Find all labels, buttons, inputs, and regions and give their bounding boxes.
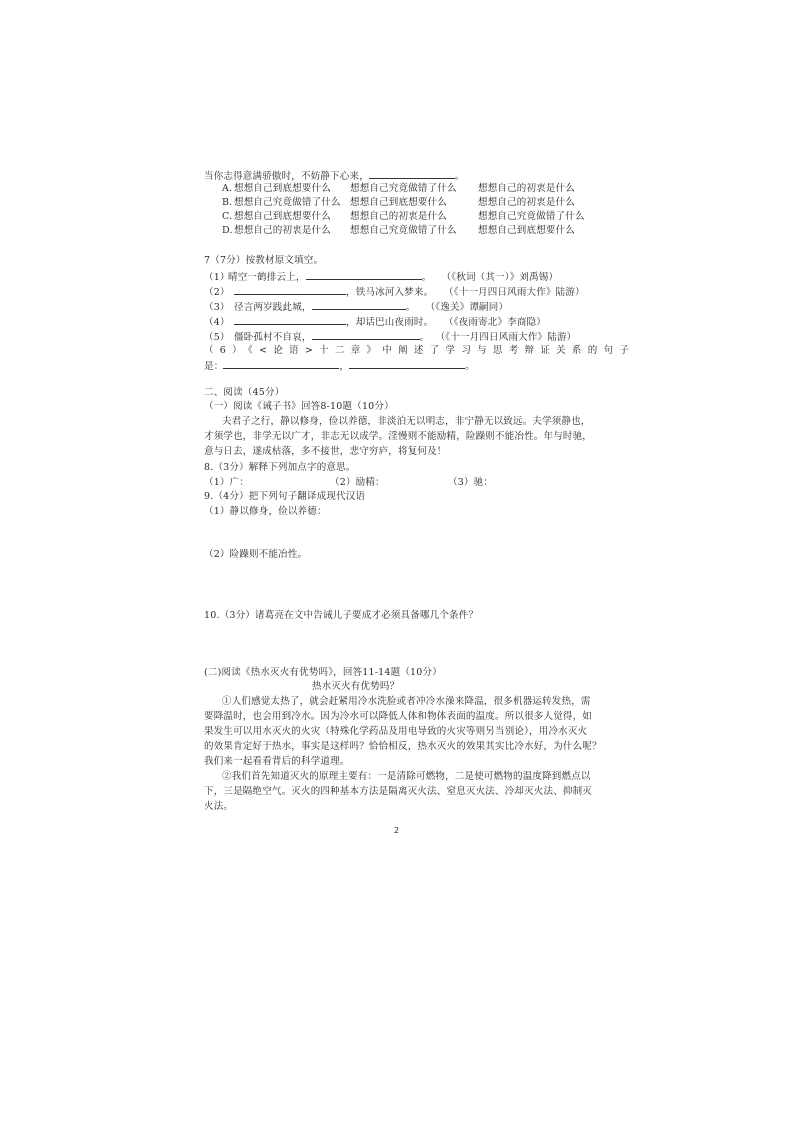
q10-title: 10.（3分）诸葛亮在文中告诫儿子要成才必须具备哪几个条件？ (204, 610, 479, 621)
q6-option-a: A. 想想自己到底想要什么 想想自己究竟做错了什么 想想自己的初衷是什么 (222, 183, 576, 194)
section-3-sub-2: (二)阅读《热水灭火有优势吗》，回答11-14题（10分） (204, 667, 442, 678)
passage-line-3: 意与日去，遂成枯落，多不接世，悲守穷庐，将复何及！ (204, 446, 447, 457)
q9-item-2: （2）险躁则不能冶性。 (204, 549, 308, 560)
p2-line-3: 火法。 (204, 801, 234, 812)
q7-line-5: （5） 僵卧孤村不自哀， 。 （《十一月四日风雨大作》陆游） (204, 329, 576, 344)
q6-option-d: D.想想自己的初衷是什么 想想自己究竟做错了什么 想想自己到底想要什么 (222, 225, 576, 236)
q7-line-4: （4） ，却话巴山夜雨时。 （《夜雨寄北》李商隐） (204, 314, 546, 329)
q9-title: 9.（4分）把下列句子翻译成现代汉语 (204, 491, 366, 502)
q6-option-c: C. 想想自己到底想要什么 想想自己的初衷是什么 想想自己究竟做错了什么 (222, 211, 585, 222)
p1-line-2: 要降温时，也会用到冷水。因为冷水可以降低人体和物体表面的温度。所以很多人觉得，如 (204, 711, 593, 722)
q8-title: 8.（3分）解释下列加点字的意思。 (204, 462, 356, 473)
q6-blank (369, 168, 455, 179)
q6-stem: 当你志得意满骄傲时，不妨静下心来， 。 (204, 168, 465, 183)
page-number: 2 (394, 826, 400, 835)
section-2-title: 二、阅读（45分） (204, 387, 285, 398)
q7-line-1: （1）晴空一鹤排云上， 。 （《秋词（其一）》刘禹锡） (204, 269, 558, 284)
p1-line-4: 的效果肯定好于热水，事实是这样吗？恰恰相反，热水灭火的效果其实比冷水好，为什么呢？ (204, 741, 602, 752)
q7-blank-5 (312, 329, 420, 340)
q8-items: （1）广： （2）励精： （3）驰： (204, 477, 494, 488)
q9-item-1: （1）静以修身，俭以养德： (204, 506, 327, 517)
q7-blank-6a (223, 358, 339, 369)
p2-line-1: ②我们首先知道灭火的原理主要有：一是清除可燃物，二是使可燃物的温度降到燃点以 (222, 771, 591, 782)
q7-blank-3 (312, 299, 406, 310)
q7-line-3: （3） 径言两岁践此城， 。 （《逸关》谭嗣同） (204, 299, 508, 314)
p1-line-1: ①人们感觉太热了，就会赶紧用冷水洗脸或者冲冷水澡来降温，很多机器运转发热，需 (222, 696, 591, 707)
p2-line-2: 下，三是隔绝空气。灭火的四种基本方法是隔离灭火法、窒息灭火法、冷却灭火法、抑制灭 (204, 786, 593, 797)
q7-blank-1 (306, 269, 422, 280)
q7-item-6: （6）《<论语>十二章》中阐述了学习与思考辩证关系的句子 (204, 345, 636, 356)
passage-line-2: 才须学也，非学无以广才，非志无以成学。淫慢则不能励精，险躁则不能冶性。年与时驰， (204, 431, 593, 442)
section-2-sub-1: （一）阅读《诫子书》回答8-10题（10分） (204, 401, 394, 412)
q7-blank-4 (234, 314, 346, 325)
q7-blank-2 (234, 284, 346, 295)
q7-item-6-answer: 是： ， 。 (204, 358, 475, 373)
passage-line-1: 夫君子之行，静以修身，俭以养德，非淡泊无以明志，非宁静无以致远。夫学须静也， (222, 416, 591, 427)
p1-line-5: 我们来一起看看背后的科学道理。 (204, 756, 350, 767)
q7-line-2: （2） ，铁马冰河入梦来。 （《十一月四日风雨大作》陆游） (204, 284, 585, 299)
article-heading: 热水灭火有优势吗？ (312, 681, 400, 692)
q7-title: 7（7分）按教材原文填空。 (204, 255, 324, 266)
q7-blank-6b (349, 358, 465, 369)
q6-option-b: B. 想想自己究竟做错了什么 想想自己到底想要什么 想想自己的初衷是什么 (222, 197, 576, 208)
p1-line-3: 果发生可以用水灭火的火灾（特殊化学药品及用电导致的火灾等则另当别论），用冷水灭火 (204, 726, 588, 737)
